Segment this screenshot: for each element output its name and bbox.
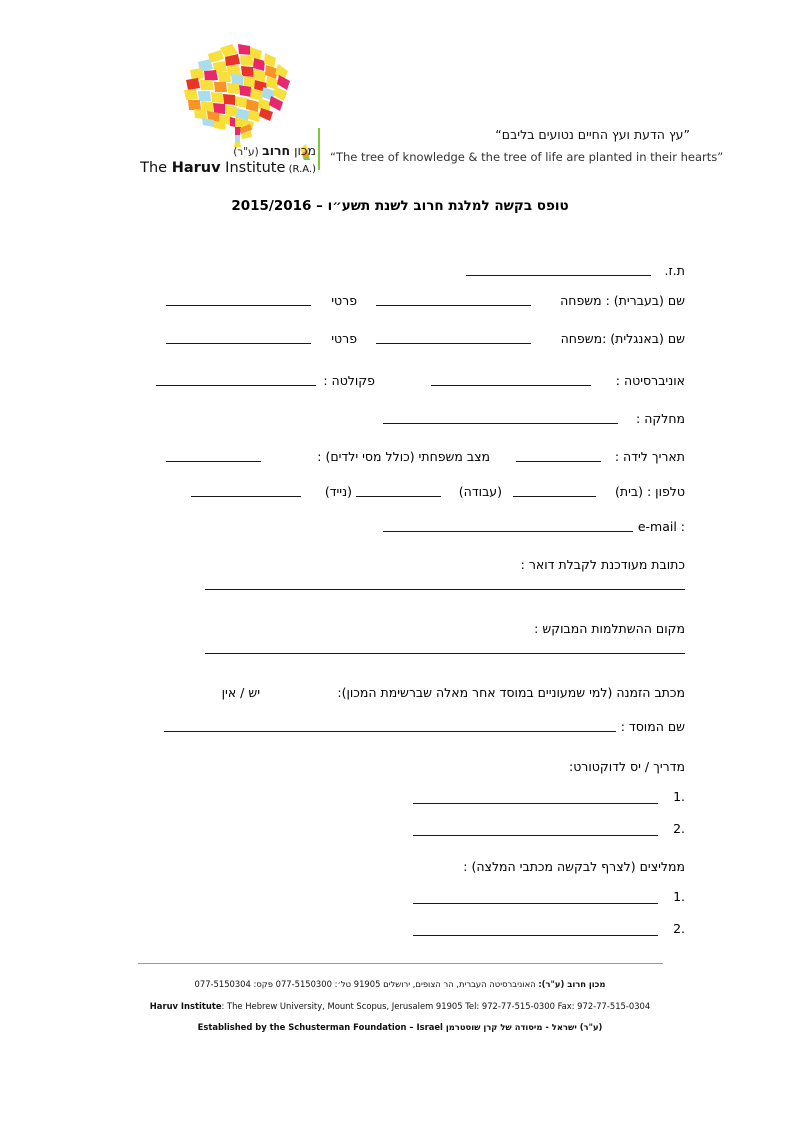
name-english-label: שם (באנגלית) :משפחה: [560, 331, 685, 346]
phone-home-label: טלפון : (בית): [615, 484, 685, 499]
email-label: e-mail :: [637, 519, 685, 534]
phone-mobile-input[interactable]: [191, 484, 301, 497]
advisor-item-1-input[interactable]: [413, 791, 658, 804]
institute-tagline: [330, 126, 724, 166]
advisor-item-2-number: .2: [673, 821, 685, 836]
footer-foundation-credit: [0, 1021, 800, 1034]
logo-hebrew-name: [118, 144, 316, 159]
training-place-input[interactable]: [205, 643, 685, 654]
logo-en-the: The: [140, 159, 172, 176]
logo-en-ra: (R.A.): [285, 163, 316, 175]
phone-work-input[interactable]: [356, 484, 441, 497]
document-footer: [0, 963, 800, 1043]
tagline-english: “The tree of knowledge & the tree of life are planted in their hearts”: [330, 149, 724, 164]
department-label: מחלקה :: [636, 411, 685, 426]
recommender-item-1-number: .1: [673, 889, 685, 904]
name-hebrew-label: שם (בעברית) : משפחה: [560, 293, 685, 308]
birth-date-input[interactable]: [516, 449, 601, 462]
footer-en-bold: Haruv Institute: [149, 1000, 222, 1011]
recommender-item-2-input[interactable]: [413, 923, 658, 936]
given-name-english-input[interactable]: [166, 331, 311, 344]
university-label: אוניברסיטה :: [615, 373, 685, 388]
recommenders-label: ממליצים (לצרף לבקשה מכתבי המלצה) :: [463, 859, 685, 874]
given-name-hebrew-label: פרטי: [331, 293, 357, 308]
footer-he-bold: מכון חרוב (ע"ר):: [538, 979, 606, 989]
phone-mobile-label: (נייד): [324, 484, 352, 499]
footer-founded-en: Established by the Schusterman Foundation – Israel: [197, 1022, 446, 1033]
footer-founded-he: (ע"ר) ישראל - מיסודה של קרן שוסטרמן: [445, 1022, 603, 1033]
logo-en-bold: Haruv: [171, 159, 221, 176]
given-name-english-label: פרטי: [331, 331, 357, 346]
footer-en-rest: : The Hebrew University, Mount Scopus, Jerusalem 91905 Tel: 972-77-515-0300 Fax: 972-77-515-0304: [221, 1000, 651, 1011]
footer-he-rest: האוניברסיטה העברית, הר הצופים, ירושלים 91905 טל׳: 077-5150300 פקס: 077-5150304: [194, 979, 539, 989]
recommender-item-1-input[interactable]: [413, 891, 658, 904]
footer-divider: [138, 963, 663, 964]
footer-address-english: [0, 1000, 800, 1013]
id-number-label: ת.ז.: [664, 263, 685, 278]
tagline-hebrew: ”עץ הדעת ועץ החיים נטועים בליבם“: [495, 127, 690, 142]
given-name-hebrew-input[interactable]: [166, 293, 311, 306]
faculty-label: פקולטה :: [323, 373, 375, 388]
logo-english-name: [118, 160, 316, 177]
footer-address-hebrew: [0, 978, 800, 991]
logo-he-prefix: מכון: [290, 143, 316, 158]
institution-name-input[interactable]: [164, 719, 616, 732]
family-status-input[interactable]: [166, 449, 261, 462]
doctorate-advisor-label: מדריך / יס לדוקטורט:: [568, 759, 685, 774]
training-place-label: מקום ההשתלמות המבוקש :: [534, 621, 685, 636]
university-input[interactable]: [431, 373, 591, 386]
surname-english-input[interactable]: [376, 331, 531, 344]
email-input[interactable]: [383, 519, 633, 532]
mailing-address-label: כתובת מעודכנת לקבלת דואר :: [520, 557, 685, 572]
institution-name-label: שם המוסד :: [620, 719, 685, 734]
form-fields-container: [0, 255, 800, 953]
mailing-address-input[interactable]: [205, 579, 685, 590]
birth-date-label: תאריך לידה :: [614, 449, 685, 464]
recommender-item-2-number: .2: [673, 921, 685, 936]
logo-he-suffix: (ע"ר): [233, 146, 263, 158]
department-input[interactable]: [383, 411, 618, 424]
header-divider: [318, 128, 320, 170]
logo-he-bold: חרוב: [262, 143, 291, 158]
logo-en-rest: Institute: [220, 159, 286, 176]
advisor-item-1-number: .1: [673, 789, 685, 804]
faculty-input[interactable]: [156, 373, 316, 386]
advisor-item-2-input[interactable]: [413, 823, 658, 836]
invitation-letter-label: מכתב הזמנה (למי שמעוניים במוסד אחר מאלה שברשימת המכון):: [337, 685, 685, 700]
document-header: [0, 40, 800, 180]
id-number-input[interactable]: [466, 263, 651, 276]
phone-home-input[interactable]: [513, 484, 596, 497]
haruv-institute-logo: [118, 40, 318, 175]
family-status-label: מצב משפחתי (כולל מסי ילדים) :: [317, 449, 490, 464]
page-title: טופס בקשה למלגת חרוב לשנת תשע״ו – 2015/2016: [231, 198, 569, 214]
logo-wordmark: [118, 144, 316, 177]
mosaic-tree-icon: [180, 42, 298, 147]
invitation-choice-yes-no[interactable]: יש / אין: [221, 685, 260, 700]
phone-work-label: (עבודה): [458, 484, 502, 499]
surname-hebrew-input[interactable]: [376, 293, 531, 306]
